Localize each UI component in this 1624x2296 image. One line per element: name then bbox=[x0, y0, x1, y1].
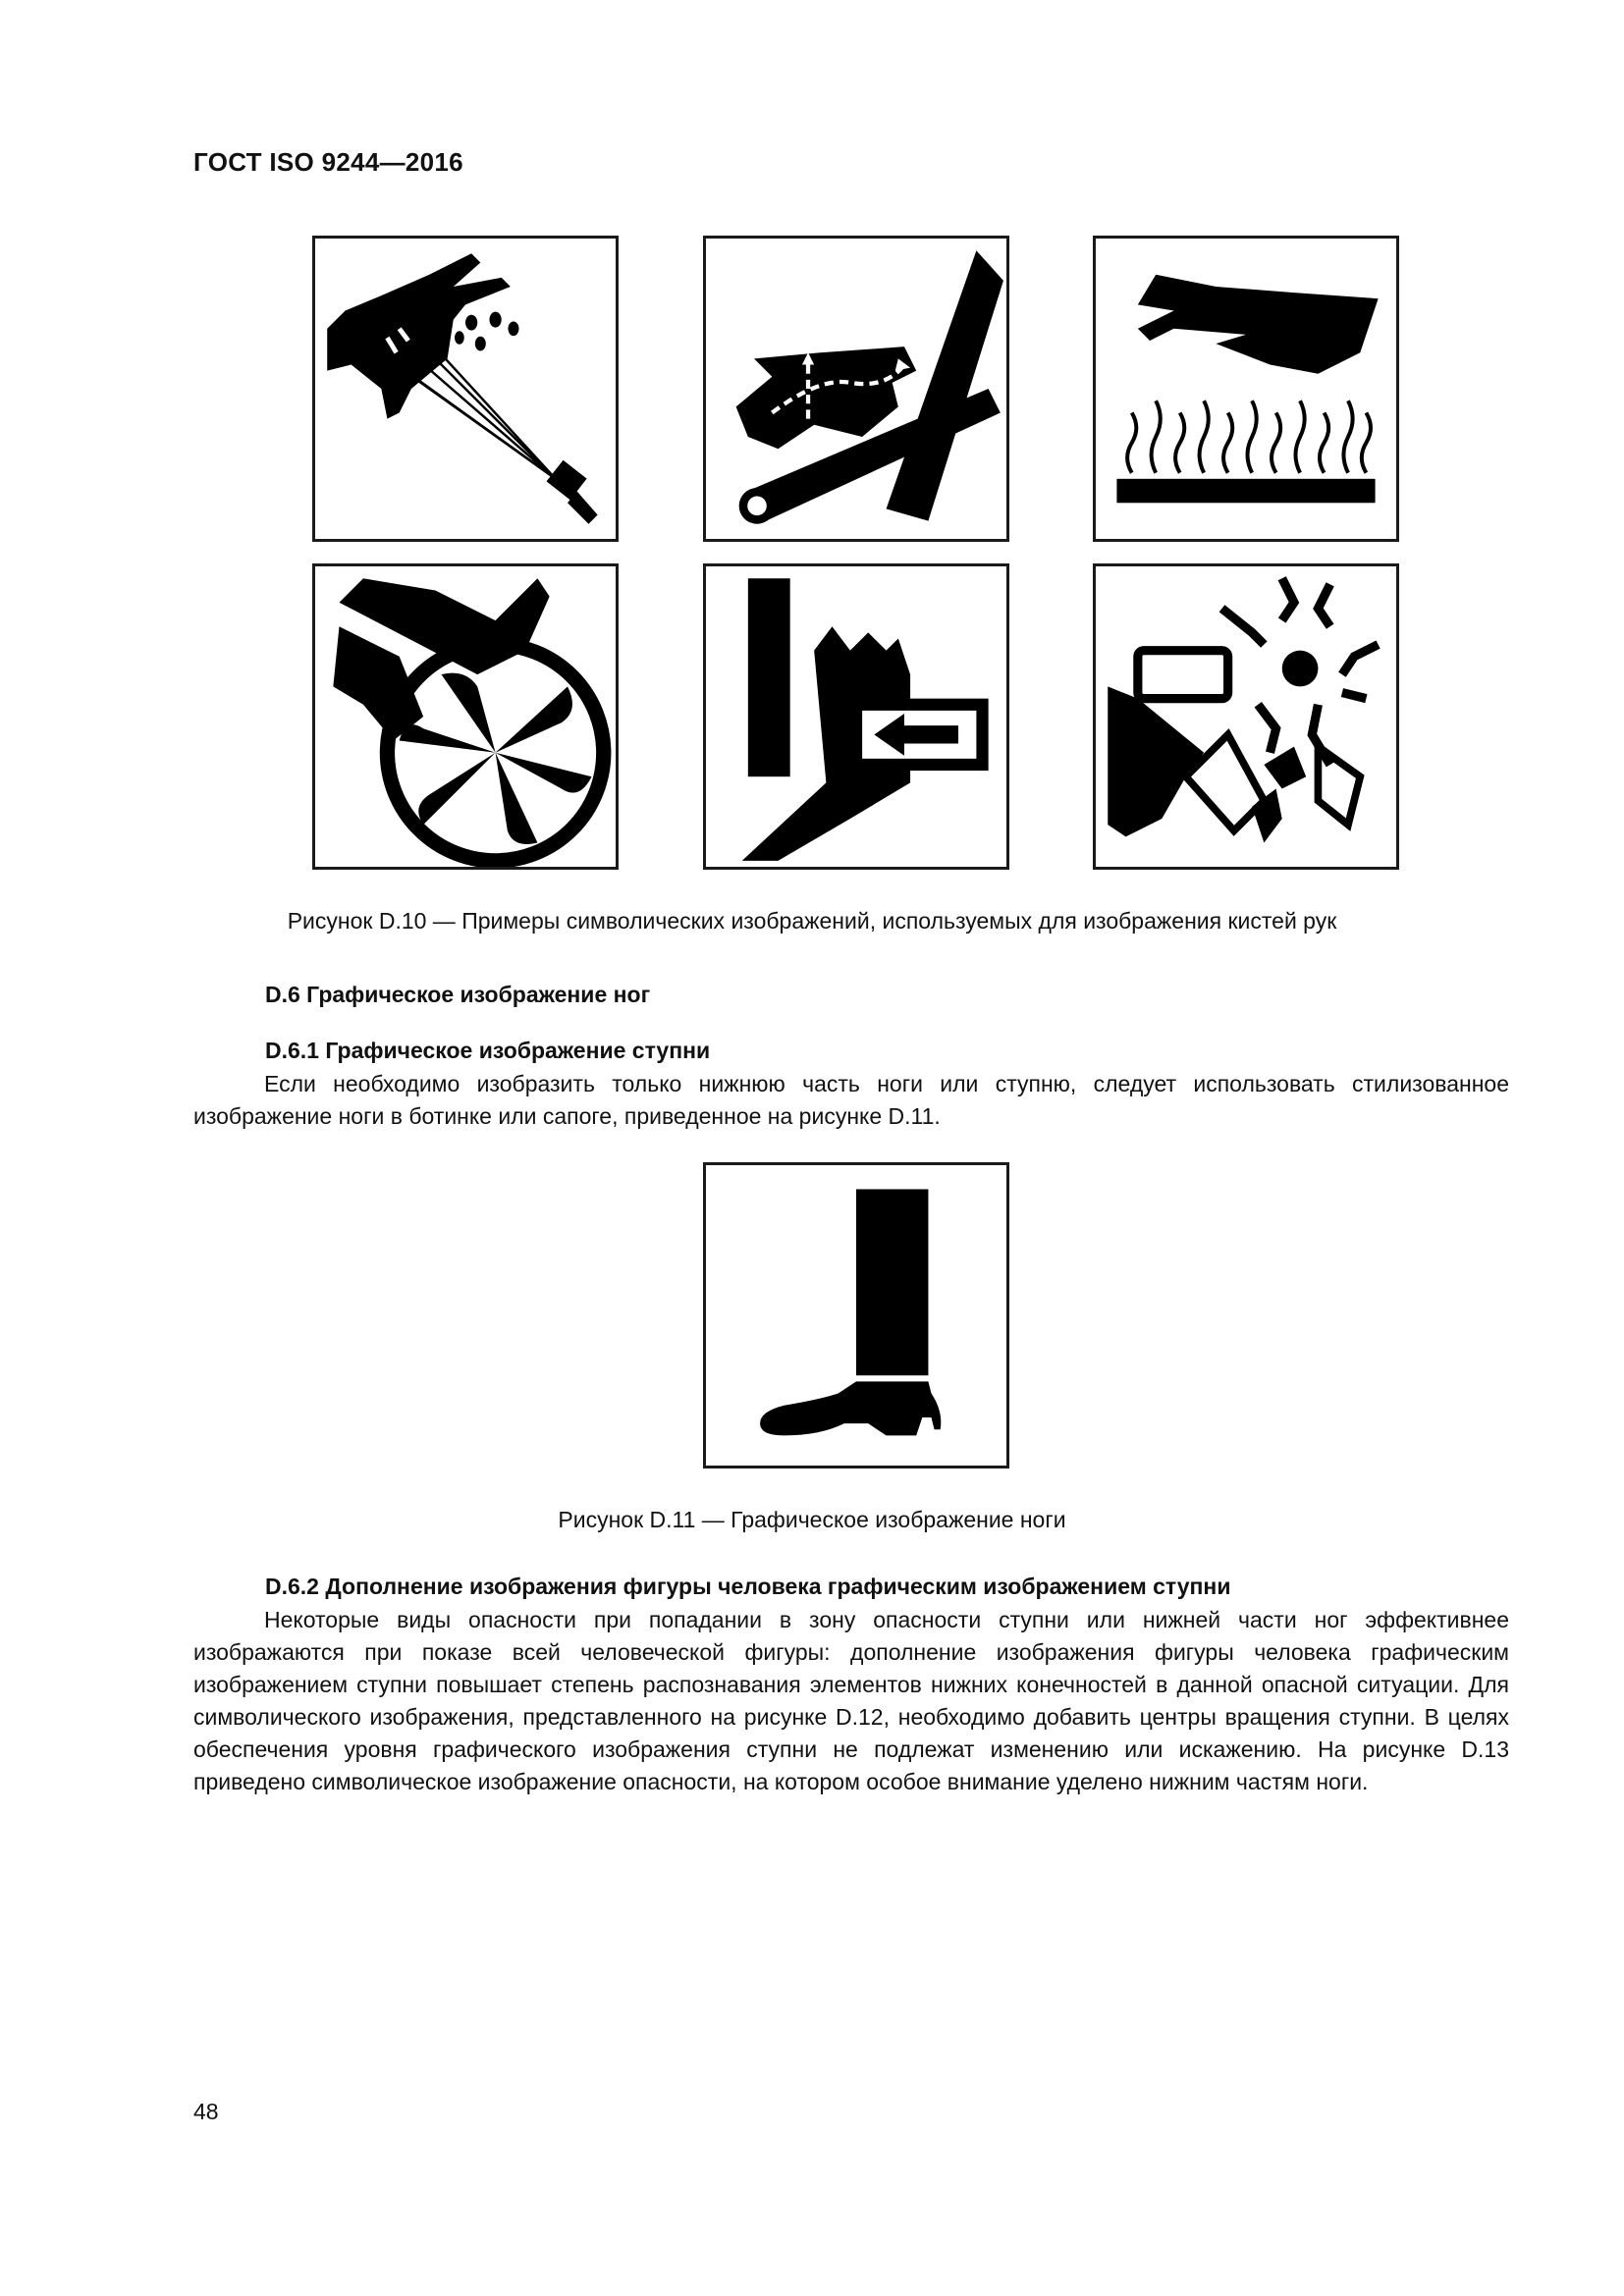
figure-d11-symbol bbox=[703, 1162, 1009, 1468]
symbol-hand-rotating-fan bbox=[312, 563, 619, 870]
document-header: ГОСТ ISO 9244—2016 bbox=[193, 147, 463, 177]
symbol-hand-crush-rollers bbox=[703, 236, 1009, 542]
hand-crush-press-icon bbox=[706, 566, 1006, 867]
hand-crush-rollers-icon bbox=[706, 239, 1006, 539]
page-number: 48 bbox=[193, 2099, 219, 2124]
symbol-hand-fluid-injection bbox=[312, 236, 619, 542]
section-d6-2-paragraph: Некоторые виды опасности при попадании в зону опасности ступни или нижней части ног эффективнее изображаются при показе всей человеческой фигуры: дополнение изображения фигуры человека графическим изображением ступни повышает степень распознавания элементов нижних конечностей в данной опасной ситуации. Для символического изображения, представленного на рисунке D.12, необходимо добавить центры вращения ступни. В целях обеспечения уровня графического изображения ступни не подлежат изменению или искажению. На рисунке D.13 приведено символическое изображение опасности, на котором особое внимание уделено нижним частям ноги. bbox=[193, 1607, 1509, 1794]
foot-in-boot-icon bbox=[706, 1165, 1006, 1466]
symbol-hand-hot-surface bbox=[1093, 236, 1399, 542]
hand-fluid-injection-icon bbox=[315, 239, 616, 539]
symbol-hand-crush-press bbox=[703, 563, 1009, 870]
section-d6-1-paragraph: Если необходимо изобразить только нижнюю часть ноги или ступню, следует использовать стилизованное изображение ноги в ботинке или сапоге, приведенное на рисунке D.11. bbox=[193, 1071, 1509, 1129]
hand-electric-shock-icon bbox=[1096, 566, 1396, 867]
figure-d11-caption: Рисунок D.11 — Графическое изображение ноги bbox=[558, 1507, 1066, 1532]
section-d6-heading: D.6 Графическое изображение ног bbox=[265, 982, 651, 1007]
section-d6-2-heading: D.6.2 Дополнение изображения фигуры человека графическим изображением ступни bbox=[265, 1574, 1231, 1599]
section-d6-1-heading: D.6.1 Графическое изображение ступни bbox=[265, 1038, 711, 1063]
hand-hot-surface-icon bbox=[1096, 239, 1396, 539]
figure-d10-caption: Рисунок D.10 — Примеры символических изображений, используемых для изображения кистей рук bbox=[287, 908, 1337, 934]
hand-rotating-fan-icon bbox=[315, 566, 616, 867]
symbol-hand-electric-shock bbox=[1093, 563, 1399, 870]
